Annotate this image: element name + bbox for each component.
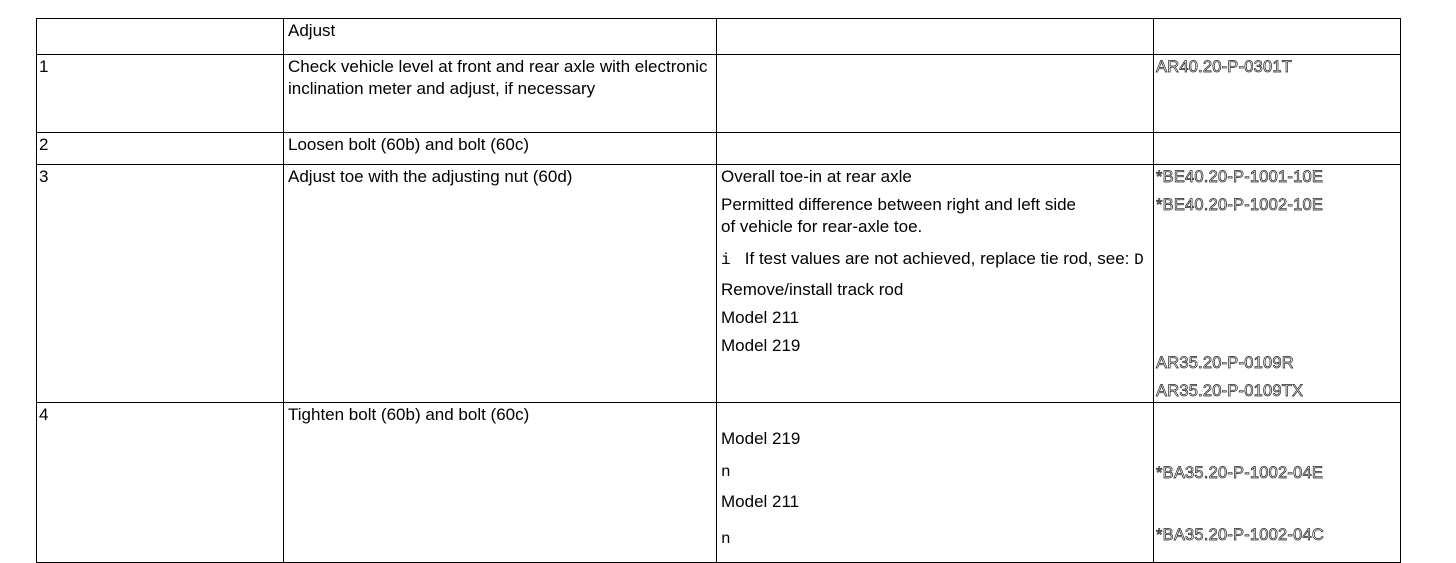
reference-link[interactable]: AR35.20-P-0109TX: [1156, 382, 1304, 400]
step-number-cell: [37, 19, 284, 55]
model-219-label: Model 219: [721, 429, 801, 448]
details-cell: [717, 19, 1154, 55]
table-row: [37, 133, 1401, 165]
action-text: Loosen bolt (60b) and bolt (60c): [288, 135, 529, 154]
details-cell: [717, 133, 1154, 165]
action-cell: [284, 133, 717, 165]
step-number: 1: [39, 57, 49, 76]
action-cell: [284, 165, 717, 403]
overall-toe-text: Overall toe-in at rear axle: [721, 167, 912, 186]
reference-cell: [1154, 133, 1401, 165]
reference-link[interactable]: AR40.20-P-0301T: [1156, 58, 1292, 76]
details-cell: [717, 55, 1154, 133]
action-text: Check vehicle level at front and rear axle with electronic inclination meter and adjust, if necessary: [288, 57, 708, 98]
step-number-cell: [37, 165, 284, 403]
step-number-cell: [37, 55, 284, 133]
details-cell: [717, 165, 1154, 403]
info-icon: i: [721, 251, 731, 269]
step-number-cell: [37, 133, 284, 165]
reference-cell: [1154, 165, 1401, 403]
table-row: [37, 19, 1401, 55]
table-row: [37, 55, 1401, 133]
reference-cell: [1154, 403, 1401, 563]
remove-install-text: Remove/install track rod: [721, 280, 904, 299]
info-note: [721, 248, 1149, 271]
action-cell: [284, 403, 717, 563]
reference-link[interactable]: *BE40.20-P-1002-10E: [1156, 196, 1324, 214]
table-row: [37, 165, 1401, 403]
reference-cell: [1154, 19, 1401, 55]
step-number: 2: [39, 135, 49, 154]
step-number-cell: [37, 403, 284, 563]
action-text: Adjust: [288, 21, 336, 40]
reference-link[interactable]: *BA35.20-P-1002-04C: [1156, 526, 1324, 544]
table-row: [37, 403, 1401, 563]
model-211-label: Model 211: [721, 308, 800, 327]
info-note-text: If test values are not achieved, replace tie rod, see:: [744, 249, 1130, 268]
reference-link[interactable]: *BE40.20-P-1001-10E: [1156, 168, 1324, 186]
reference-link[interactable]: *BA35.20-P-1002-04E: [1156, 464, 1324, 482]
action-text: Adjust toe with the adjusting nut (60d): [288, 167, 573, 186]
permitted-difference-text: Permitted difference between right and left side of vehicle for rear-axle toe.: [721, 195, 1077, 236]
reference-link[interactable]: AR35.20-P-0109R: [1156, 354, 1294, 372]
step-number: 3: [39, 167, 49, 186]
action-cell: [284, 55, 717, 133]
torque-icon: n: [721, 530, 731, 548]
details-cell: [717, 403, 1154, 563]
model-211-label: Model 211: [721, 492, 800, 511]
torque-icon: n: [721, 463, 731, 481]
procedure-table: [36, 18, 1401, 563]
reference-cell: [1154, 55, 1401, 133]
step-number: 4: [39, 405, 49, 424]
document-link-icon[interactable]: D: [1134, 251, 1144, 269]
model-219-label: Model 219: [721, 336, 801, 355]
action-text: Tighten bolt (60b) and bolt (60c): [288, 405, 530, 424]
action-cell: [284, 19, 717, 55]
